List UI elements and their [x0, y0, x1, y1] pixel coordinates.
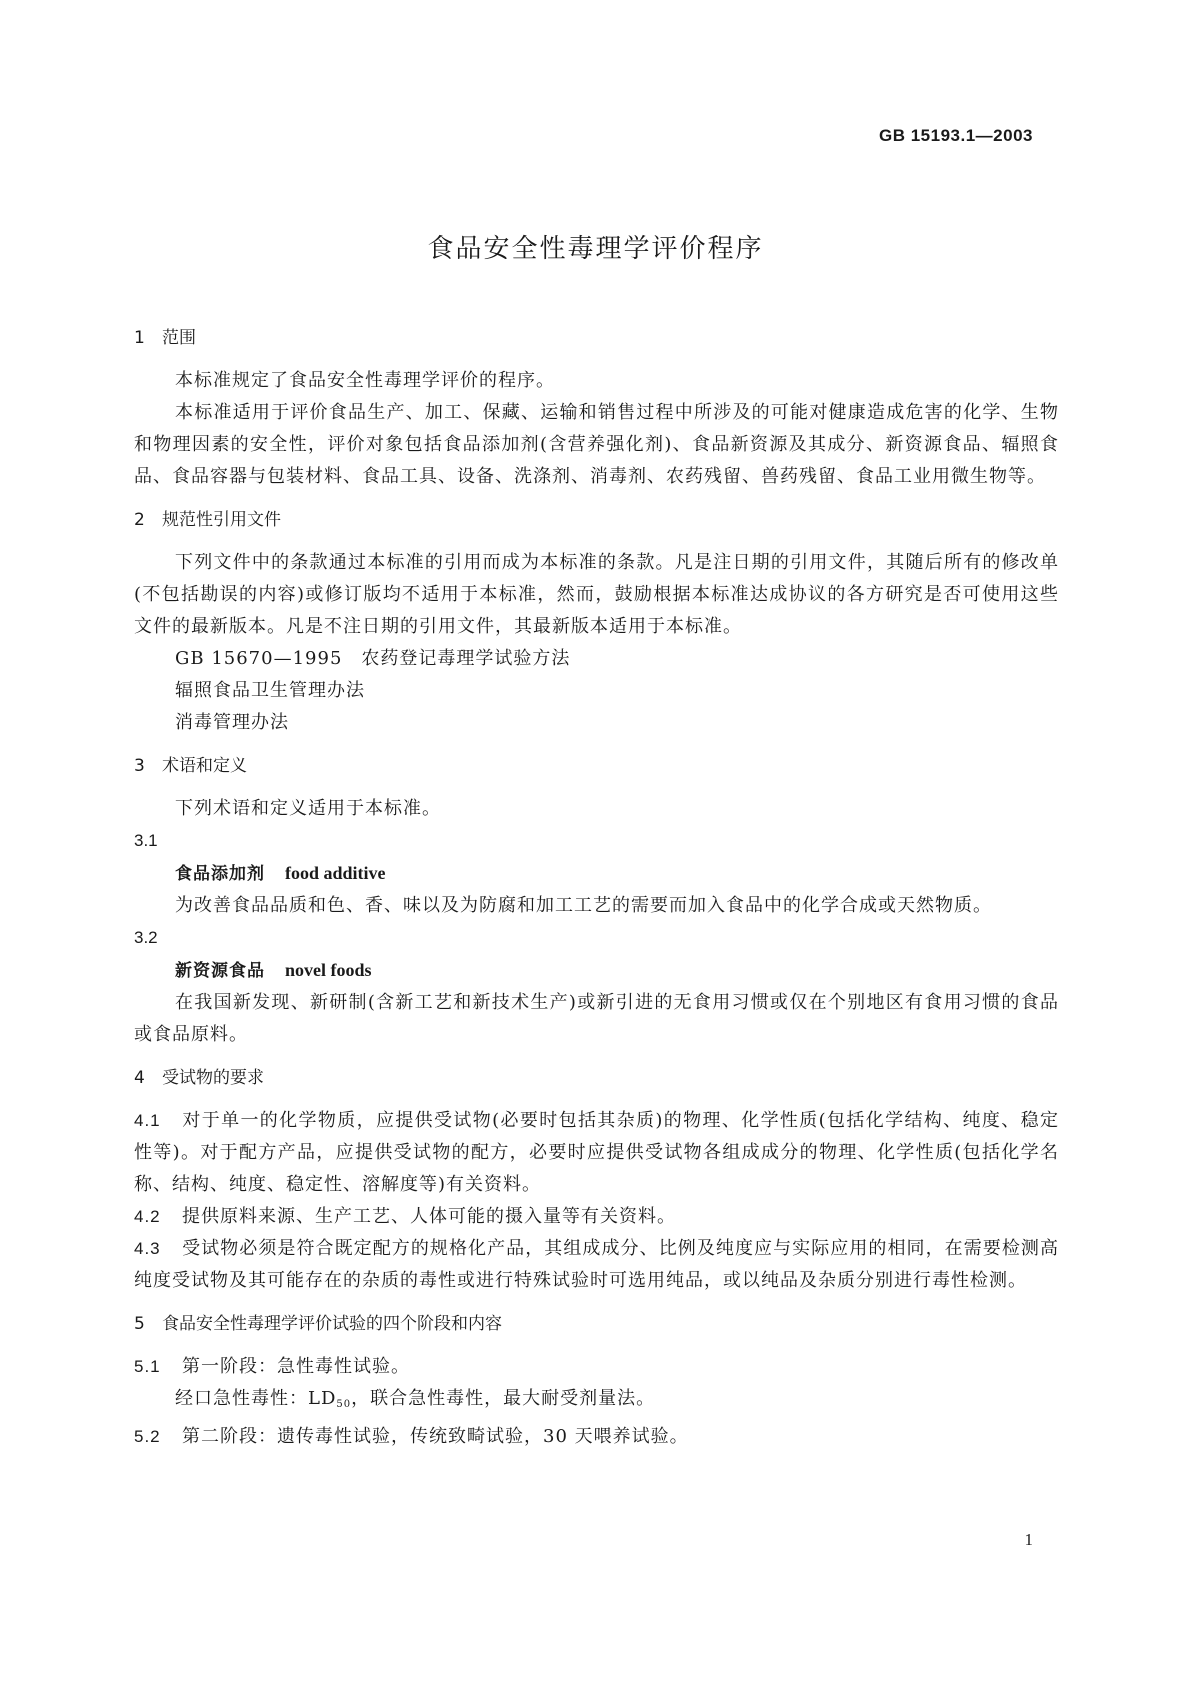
- document-title: 食品安全性毒理学评价程序: [427, 234, 764, 264]
- clause-number: 4.2: [134, 1207, 161, 1226]
- section-2-heading: [134, 504, 1059, 536]
- section-title: 规范性引用文件: [162, 510, 281, 530]
- term-definition: 在我国新发现、新研制(含新工艺和新技术生产)或新引进的无食用习惯或仅在个别地区有食用习惯的食品或食品原料。: [134, 992, 1059, 1045]
- section-5-heading: [134, 1308, 1059, 1340]
- numbered-clause: [134, 1233, 1059, 1297]
- term-entry: [134, 857, 1059, 890]
- section-title: 范围: [162, 328, 196, 348]
- clause-detail: [134, 1383, 1059, 1421]
- term-definition: 为改善食品品质和色、香、味以及为防腐和加工工艺的需要而加入食品中的化学合成或天然物质。: [175, 895, 992, 916]
- paragraph: 本标准适用于评价食品生产、加工、保藏、运输和销售过程中所涉及的可能对健康造成危害的化学、生物和物理因素的安全性，评价对象包括食品添加剂(含营养强化剂)、食品新资源及其成分、新资源食品、辐照食品、食品容器与包装材料、食品工具、设备、洗涤剂、消毒剂、农药残留、兽药残留、食品工业用微生物等。: [134, 402, 1059, 487]
- paragraph: 本标准规定了食品安全性毒理学评价的程序。: [175, 370, 555, 391]
- section-number: 3: [134, 756, 145, 776]
- term-chinese: 新资源食品: [175, 961, 265, 981]
- section-1-heading: [134, 322, 1059, 354]
- numbered-clause: [134, 1351, 1059, 1383]
- reference-item: GB 15670—1995 农药登记毒理学试验方法: [175, 648, 571, 669]
- section-number: 2: [134, 510, 145, 530]
- document-body: [134, 322, 1059, 1453]
- reference-item: 消毒管理办法: [175, 712, 289, 733]
- paragraph: 下列术语和定义适用于本标准。: [175, 798, 441, 819]
- clause-text: 第一阶段：急性毒性试验。: [182, 1356, 410, 1377]
- clause-number: 4.1: [134, 1111, 161, 1130]
- clause-number: 4.3: [134, 1239, 161, 1258]
- section-number: 1: [134, 328, 145, 348]
- clause-text: 对于单一的化学物质，应提供受试物(必要时包括其杂质)的物理、化学性质(包括化学结构、纯度、稳定性等)。对于配方产品，应提供受试物的配方，必要时应提供受试物各组成成分的物理、化学性质(包括化学名称、结构、纯度、稳定性、溶解度等)有关资料。: [134, 1110, 1059, 1195]
- section-title: 术语和定义: [162, 756, 247, 776]
- section-3-heading: [134, 750, 1059, 782]
- clause-number: 5.1: [134, 1357, 161, 1376]
- section-title: 食品安全性毒理学评价试验的四个阶段和内容: [162, 1314, 502, 1334]
- clause-number: 5.2: [134, 1427, 161, 1446]
- detail-text: 经口急性毒性：LD: [175, 1388, 337, 1409]
- section-number: 5: [134, 1314, 145, 1334]
- clause-number: 3.1: [134, 831, 158, 850]
- term-chinese: 食品添加剂: [175, 864, 265, 884]
- section-title: 受试物的要求: [162, 1068, 264, 1088]
- term-english: food additive: [285, 863, 386, 883]
- section-4-heading: [134, 1062, 1059, 1094]
- term-entry: [134, 954, 1059, 987]
- standard-number: GB 15193.1—2003: [879, 126, 1033, 145]
- detail-text: ，联合急性毒性，最大耐受剂量法。: [351, 1388, 656, 1409]
- clause-text: 第二阶段：遗传毒性试验，传统致畸试验，30 天喂养试验。: [182, 1426, 689, 1447]
- numbered-clause: [134, 1105, 1059, 1201]
- section-number: 4: [134, 1068, 145, 1088]
- clause-number: 3.2: [134, 928, 158, 947]
- term-english: novel foods: [285, 960, 372, 980]
- page-number: 1: [1024, 1530, 1033, 1549]
- numbered-clause: [134, 1421, 1059, 1453]
- reference-item: 辐照食品卫生管理办法: [175, 680, 365, 701]
- numbered-clause: [134, 1201, 1059, 1233]
- subscript: 50: [336, 1399, 352, 1410]
- clause-text: 受试物必须是符合既定配方的规格化产品，其组成成分、比例及纯度应与实际应用的相同，在需要检测高纯度受试物及其可能存在的杂质的毒性或进行特殊试验时可选用纯品，或以纯品及杂质分别进行毒性检测。: [134, 1238, 1059, 1291]
- paragraph: 下列文件中的条款通过本标准的引用而成为本标准的条款。凡是注日期的引用文件，其随后所有的修改单(不包括勘误的内容)或修订版均不适用于本标准，然而，鼓励根据本标准达成协议的各方研究是否可使用这些文件的最新版本。凡是不注日期的引用文件，其最新版本适用于本标准。: [134, 552, 1059, 637]
- clause-text: 提供原料来源、生产工艺、人体可能的摄入量等有关资料。: [182, 1206, 676, 1227]
